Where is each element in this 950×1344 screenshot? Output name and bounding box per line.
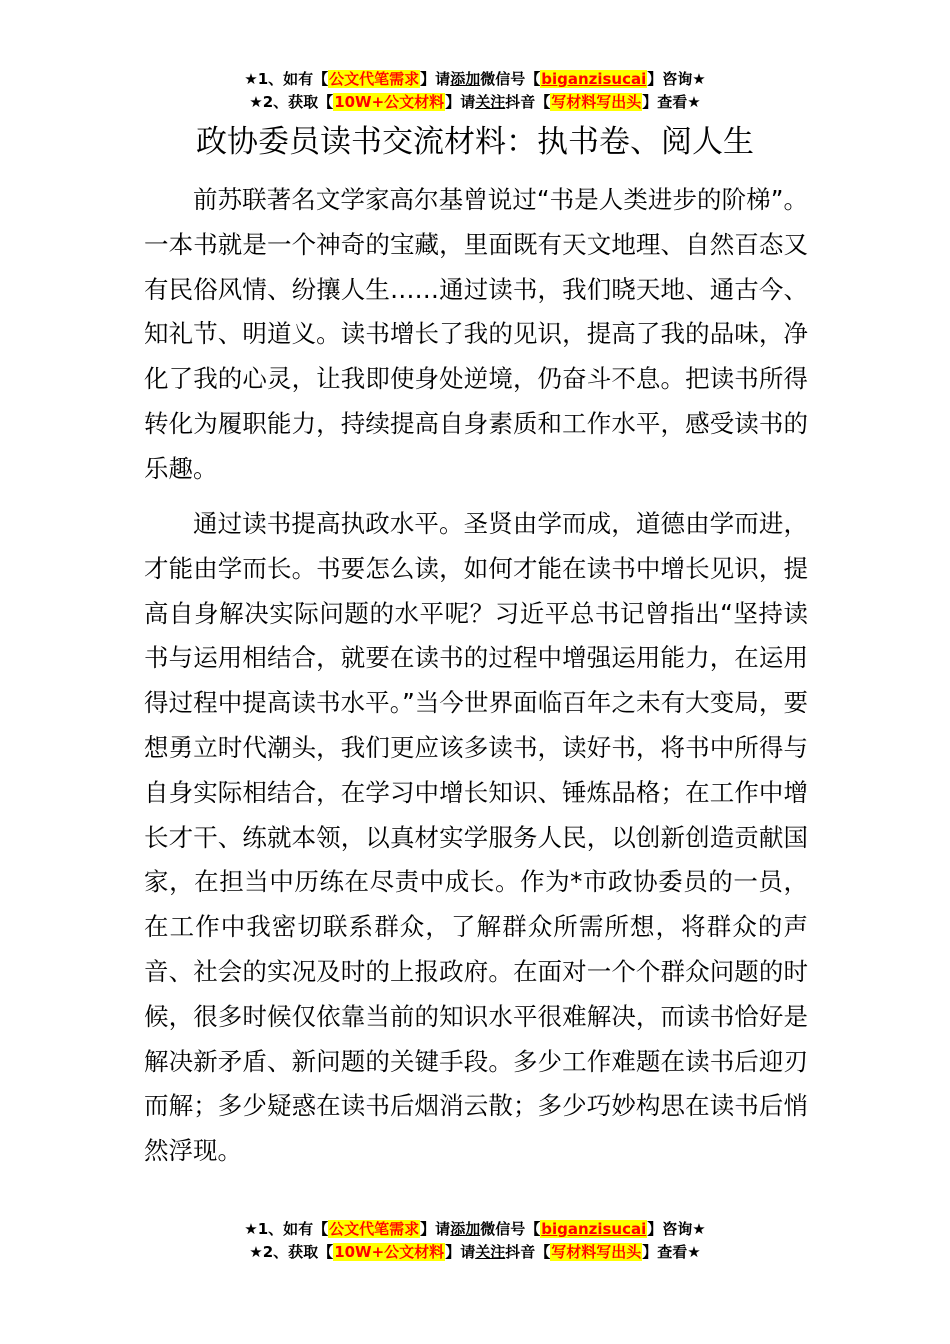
banner-text: 微信号【 — [480, 1220, 541, 1238]
banner-line-1 — [0, 68, 950, 91]
banner-underlined: 关注 — [475, 1243, 506, 1261]
paragraph: 前苏联著名文学家高尔基曾说过“书是人类进步的阶梯”。一本书就是一个神奇的宝藏，里面既有天文地理、自然百态又有民俗风情、纷攘人生……通过读书，我们晓天地、通古今、知礼节、明道义。读书增长了我的见识，提高了我的品味，净化了我的心灵，让我即使身处逆境，仍奋斗不息。把读书所得转化为履职能力，持续提高自身素质和工作水平，感受读书的乐趣。 — [144, 185, 808, 483]
banner-line-1 — [0, 1218, 950, 1241]
banner-wechat-id: biganzisucai — [541, 70, 647, 88]
banner-text: 】查看★ — [642, 1243, 701, 1261]
banner-text: ★2、获取【 — [249, 1243, 334, 1261]
banner-highlight: 10W+公文材料 — [334, 93, 445, 111]
footer-banner — [0, 1218, 950, 1264]
banner-line-2 — [0, 1241, 950, 1264]
header-banner — [0, 68, 950, 114]
banner-highlight: 公文代笔需求 — [329, 1220, 420, 1238]
banner-text: 】请 — [420, 70, 451, 88]
banner-text: 】咨询★ — [647, 70, 706, 88]
banner-text: 】请 — [420, 1220, 451, 1238]
banner-underlined: 添加 — [450, 1220, 481, 1238]
banner-text: ★1、如有【 — [244, 70, 329, 88]
banner-text: ★1、如有【 — [244, 1220, 329, 1238]
banner-text: 】请 — [445, 1243, 476, 1261]
banner-highlight: 写材料写出头 — [551, 93, 642, 111]
banner-text: 】咨询★ — [647, 1220, 706, 1238]
banner-line-2 — [0, 91, 950, 114]
banner-text: 抖音【 — [505, 1243, 551, 1261]
banner-highlight: 10W+公文材料 — [334, 1243, 445, 1261]
paragraph: 通过读书提高执政水平。圣贤由学而成，道德由学而进，才能由学而长。书要怎么读，如何才能在读书中增长见识，提高自身解决实际问题的水平呢？习近平总书记曾指出“坚持读书与运用相结合，就要在读书的过程中增强运用能力，在运用得过程中提高读书水平。”当今世界面临百年之未有大变局，要想勇立时代潮头，我们更应该多读书，读好书，将书中所得与自身实际相结合，在学习中增长知识、锤炼品格；在工作中增长才干、练就本领，以真材实学服务人民，以创新创造贡献国家，在担当中历练在尽责中成长。作为*市政协委员的一员，在工作中我密切联系群众，了解群众所需所想，将群众的声音、社会的实况及时的上报政府。在面对一个个群众问题的时候，很多时候仅依靠当前的知识水平很难解决，而读书恰好是解决新矛盾、新问题的关键手段。多少工作难题在读书后迎刃而解；多少疑惑在读书后烟消云散；多少巧妙构思在读书后悄然浮现。 — [144, 509, 808, 1166]
banner-text: 】请 — [445, 93, 476, 111]
banner-underlined: 关注 — [475, 93, 506, 111]
document-title: 政协委员读书交流材料：执书卷、阅人生 — [196, 124, 754, 160]
banner-underlined: 添加 — [450, 70, 481, 88]
banner-text: 】查看★ — [642, 93, 701, 111]
banner-text: 抖音【 — [505, 93, 551, 111]
banner-highlight: 公文代笔需求 — [329, 70, 420, 88]
banner-text: ★2、获取【 — [249, 93, 334, 111]
banner-wechat-id: biganzisucai — [541, 1220, 647, 1238]
banner-highlight: 写材料写出头 — [551, 1243, 642, 1261]
banner-text: 微信号【 — [480, 70, 541, 88]
